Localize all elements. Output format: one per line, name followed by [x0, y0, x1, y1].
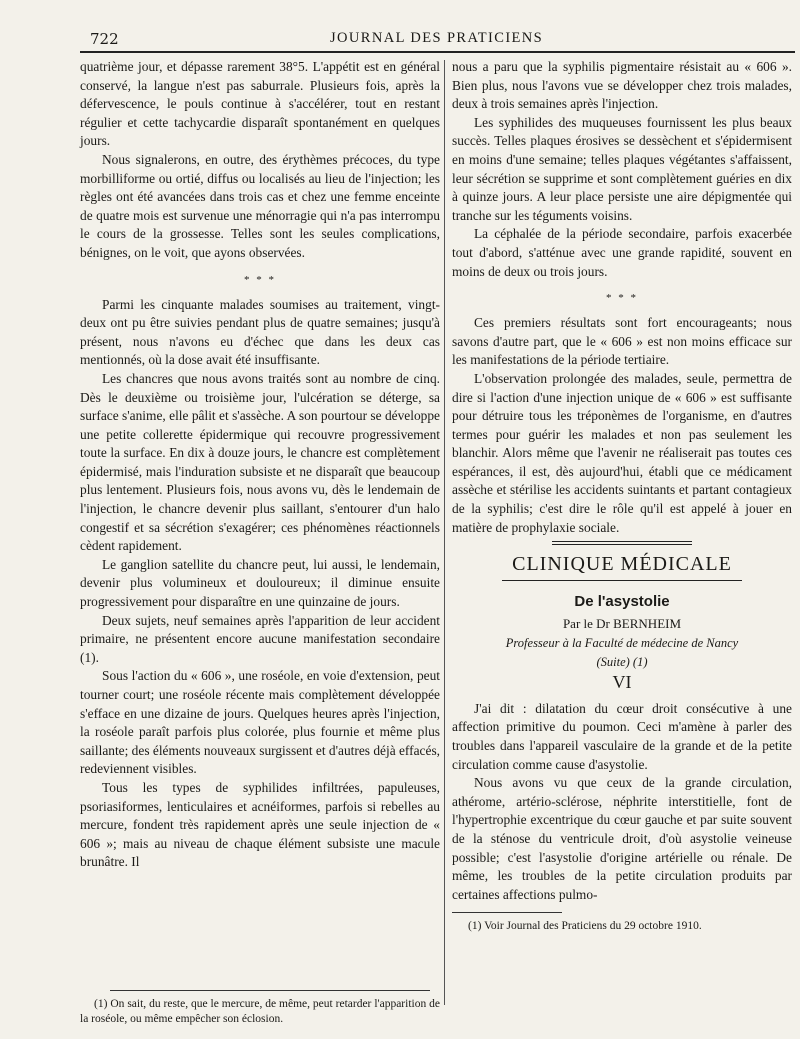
footnote-text: (1) On sait, du reste, que le mercure, de même, peut retarder l'apparition de la roséole, ou même empêcher son éclosion. [80, 998, 440, 1025]
section-rule [552, 544, 692, 545]
footnote-text: (1) Voir Journal des Praticiens du 29 octobre 1910. [468, 920, 702, 933]
paragraph: La céphalée de la période secondaire, parfois exacerbée tout d'abord, s'atténue avec une grande rapidité, souvent en moins de deux ou trois jours. [452, 226, 792, 279]
paragraph: quatrième jour, et dépasse rarement 38°5. L'appétit est en général conservé, la langue n'est pas saburrale. Plusieurs fois, après la défervescence, le pouls continue à s'accélérer, tout en restant régulier et cette tachycardie disparaît spontanément en quelques jours. [80, 59, 440, 149]
footnote-rule [452, 912, 562, 913]
byline: Par le Dr BERNHEIM [562, 616, 682, 632]
paragraph: Le ganglion satellite du chancre peut, lui aussi, le lendemain, devenir plus volumineux et douloureux; il diminue ensuite progressivement pour disparaître en une quinzaine de jours. [80, 556, 440, 610]
paragraph: Tous les types de syphilides infiltrées, papuleuses, psoriasiformes, lenticulaires et acnéiformes, parfois si rebelles au mercure, fondent très rapidement après une seule injection de « 606 »; mais au niveau de chaque élément subsiste une macule brunâtre. Il [80, 779, 440, 870]
article-title: De l'asystolie [574, 592, 670, 610]
page-header [0, 28, 800, 52]
paragraph: J'ai dit : dilatation du cœur droit consécutive à une affection primitive du poumon. Ceci m'amène à parler des troubles dans l'appareil vasculaire de la grande et de la petite circulation comme cause d'asystolie. [452, 700, 792, 772]
paragraph: Les syphilides des muqueuses fournissent les plus beaux succès. Telles plaques érosives se dessèchent et s'épidermisent en moins d'une semaine; telles plaques végétantes s'affaissent, leur sécrétion se supprime et sont complètement guéries en dix à quinze jours. A leur place persiste une aire dépigmentée qui tranche sur les téguments voisins. [452, 114, 792, 223]
author-affiliation: Professeur à la Faculté de médecine de Nancy [505, 636, 739, 651]
paragraph: Les chancres que nous avons traités sont au nombre de cinq. Dès le deuxième ou troisième jour, l'ulcération se déterge, sa surface s'anime, elle pâlit et s'assèche. A son pourtour se développe une petite collerette épidermique qui recouvre progressivement toute la surface. En dix à douze jours, le chancre est complètement épidermisé, mais l'induration subsiste et ne disparaît que beaucoup plus lentement. Plusieurs fois, nous avons vu, dès le lendemain de l'injection, le chancre devenir plus saillant, s'entourer d'un halo congestif et sa sécrétion s'exagérer; ces phénomènes réactionnels cèdent rapidement. [80, 370, 440, 554]
footnote-rule [110, 990, 430, 991]
paragraph: Nous avons vu que ceux de la grande circulation, athérome, artério-sclérose, néphrite interstitielle, font de l'hypertrophie excentrique du cœur gauche et par suite souvent de la sténose du ventricule droit, d'où asystolie veineuse possible; c'est l'asystolie d'origine artérielle ou rénale. De même, les troubles de la petite circulation produits par certaines affections pulmo- [452, 775, 792, 902]
left-column [80, 58, 440, 872]
footnote [80, 990, 440, 1027]
right-column [452, 58, 792, 936]
continuation-note: (Suite) (1) [596, 654, 648, 669]
paragraph: Parmi les cinquante malades soumises au traitement, vingt-deux ont pu être suivies pendant plus de quatre semaines; jusqu'à présent, nous n'avons eu d'échec que dans les deux cas mentionnés, où la dose avait été insuffisante. [80, 296, 440, 368]
section-separator: * * * [244, 273, 276, 286]
paragraph: Ces premiers résultats sont fort encourageants; nous savons d'autre part, que le « 606 » est non moins efficace sur les manifestations de la période tertiaire. [452, 315, 792, 368]
chapter-number: VI [612, 672, 632, 693]
column-divider [444, 60, 445, 1005]
paragraph: L'observation prolongée des malades, seule, permettra de dire si l'action d'une injection unique de « 606 » est suffisante pour détruire tous les tréponèmes de l'organisme, en d'autres termes pour guérir les malades et non pas seulement les blanchir. Alors même que l'avenir ne réaliserait pas toutes ces espérances, il est, dès aujourd'hui, établi que ce médicament assèche et stérilise les accidents suintants et partant contagieux de la syphilis; c'est dire le rôle qu'il est appelé à jouer en matière de prophylaxie sociale. [452, 370, 792, 535]
section-title: CLINIQUE MÉDICALE [512, 553, 732, 576]
paragraph: Sous l'action du « 606 », une roséole, en voie d'extension, peut tourner court; une roséole récente mais complètement développée s'efface en une dizaine de jours. Quelques heures après l'injection, la roséole paraît parfois plus colorée, plus fournie et même plus saillante; des éléments nouveaux surgissent et d'autres déjà effacés, redeviennent visibles. [80, 668, 440, 777]
paragraph: Nous signalerons, en outre, des érythèmes précoces, du type morbilliforme ou ortié, diffus ou localisés au lieu de l'injection; les règles ont été avancées dans trois cas et chez une femme enceinte de quatre mois est survenue une ménorragie qui n'a pas interrompu le cours de la grossesse. Telles sont les seules complications, bénignes, on le voit, que ayons observées. [80, 151, 440, 260]
section-rule [552, 541, 692, 542]
page-number: 722 [90, 30, 119, 48]
header-rule [80, 51, 795, 53]
paragraph: nous a paru que la syphilis pigmentaire résistait au « 606 ». Bien plus, nous l'avons vue se développer chez trois malades, deux à trois semaines après l'injection. [452, 59, 792, 112]
footnote [452, 912, 792, 936]
section-separator: * * * [606, 292, 638, 305]
running-title: JOURNAL DES PRATICIENS [330, 30, 544, 46]
paragraph: Deux sujets, neuf semaines après l'apparition de leur accident primaire, ne présentent encore aucune manifestation secondaire (1). [80, 612, 440, 665]
section-rule [502, 580, 742, 581]
